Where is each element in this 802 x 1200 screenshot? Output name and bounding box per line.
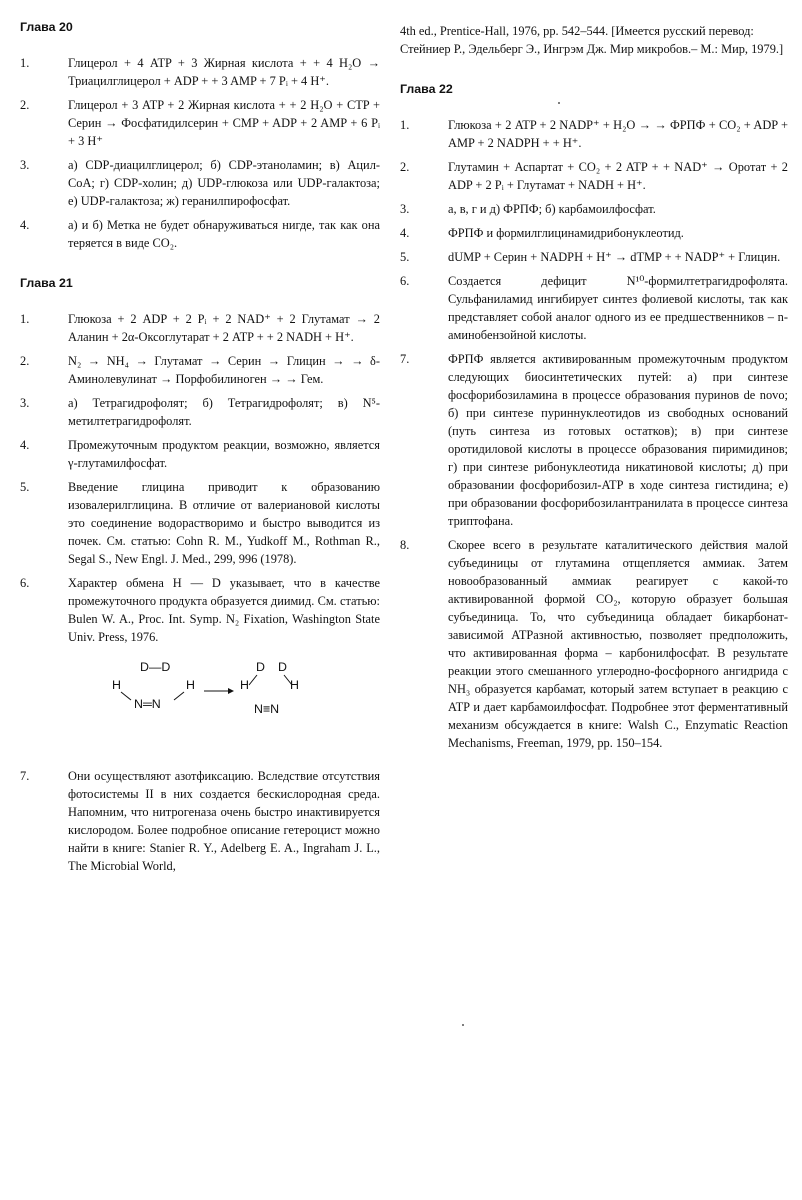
answer-text: а) CDP-диацилглицерол; б) CDP-этаноламин; в) Ацил-CoA; г) CDP-холин; д) UDP-глюкоза или UDP-галактоза; е) UDP-галактоза; ж) геранилпирофосфат. [68,158,380,208]
bond-line [121,692,131,700]
answer-item [400,224,788,242]
chapter-21-heading: Глава 21 [20,276,73,290]
answer-number: 4. [20,438,30,452]
answer-number: 4. [20,218,30,232]
answer-number: 7. [400,352,410,366]
answer-number: 6. [400,274,410,288]
scan-speck [462,1024,464,1026]
atom-h-left: H [112,678,121,692]
diimide-nn-label: N═N [134,697,161,711]
bond-line [174,692,184,700]
answer-number: 8. [400,538,410,552]
answer-item [20,96,380,150]
answer-text: Введение глицина приводит к образованию изовалерилглицина. В отличие от валериановой кислоты это соединение водорастворимо и быстро выводится из почек. См. статью: Cohn R. M., Yudkoff M., Rothman R., Segal S., New Engl. J. Med., 299, 996 (1978). [68,480,380,566]
answer-number: 1. [400,118,410,132]
molecule-dd-label: D—D [140,660,171,674]
answer-number: 5. [20,480,30,494]
answer-item [400,350,788,530]
product-h1: H [240,678,249,692]
answer-item [20,310,380,346]
answer-text: Характер обмена H — D указывает, что в качестве промежуточного продукта образуется диимид. См. статью: Bulen W. A., Proc. Int. Symp. N₂ Fixation, Washington State Univ. Press, 1976. [68,576,380,644]
chapter-20-heading: Глава 20 [20,20,73,34]
answer-number: 5. [400,250,410,264]
answer-text: N₂ → NH₄ → Глутамат → Серин → Глицин → → δ-Аминолевулинат → Порфобилиноген → → Гем. [68,354,380,386]
answer-item [400,272,788,344]
atom-h-right: H [186,678,195,692]
arrow-head-icon [228,688,234,694]
answer-text: Глицерол + 4 ATP + 3 Жирная кислота + + 4 H₂O → Триацилглицерол + ADP + + 3 AMP + 7 Pᵢ + 4 H⁺. [68,56,380,88]
right-column [400,18,788,758]
answer-text: dUMP + Серин + NADPH + H⁺ → dTMP + + NADP⁺ + Глицин. [448,250,781,264]
answer-item [20,352,380,388]
product-d2: D [278,660,287,674]
answer-text: ФРПФ является активированным промежуточным продуктом следующих биосинтетических путей: а) при синтезе фосфорибозиламина в процессе образования пуринов de novo; б) при синтезе пуриннуклеотидов из свободных оснований (путь синтеза из готовых остатков); в) при синтезе оротидиловой кислоты в процессе образования пиримидинов; г) при синтезе рибонуклеотида никатиновой кислоты; д) при образовании фосфорибозил-ATP в ходе синтеза гистидина; е) при образовании фосфорибозилантранилата в процессе синтеза триптофана. [448,352,788,528]
answer-text: а) и б) Метка не будет обнаруживаться нигде, так как она теряется в виде CO₂. [68,218,380,250]
answer-text: Глюкоза + 2 ATP + 2 NADP⁺ + H₂O → → ФРПФ + CO₂ + ADP + AMP + 2 NADPH + + H⁺. [448,118,788,150]
answer-item [20,574,380,646]
answer-number: 1. [20,312,30,326]
diimide-reaction-figure [100,658,380,725]
answer-number: 2. [400,160,410,174]
answer-text: а) Тетрагидрофолят; б) Тетрагидрофолят; в) N⁵-метилтетрагидрофолят. [68,396,380,428]
bond-line [249,675,257,685]
dinitrogen-label: N≡N [254,702,280,716]
answer-text: ФРПФ и формилглицинамидрибонуклеотид. [448,226,684,240]
answer-number: 3. [20,158,30,172]
answer-text: Промежуточным продуктом реакции, возможно, является γ-глутамилфосфат. [68,438,380,470]
answer-item [20,156,380,210]
answer-item [20,394,380,430]
answer-item [20,436,380,472]
answer-number: 4. [400,226,410,240]
answer-item [20,767,380,875]
answer-item [400,158,788,194]
answer-item [20,54,380,90]
answer-number: 2. [20,98,30,112]
answer-text: Глутамин + Аспартат + CO₂ + 2 ATP + + NAD⁺ → Оротат + 2 ADP + 2 Pᵢ + Глутамат + NADH + H⁺. [448,160,788,192]
chapter-22-answers [400,116,788,752]
answer-number: 3. [400,202,410,216]
chapter-21-answers [20,310,380,875]
answer-text: а, в, г и д) ФРПФ; б) карбамоилфосфат. [448,202,656,216]
answer-number: 3. [20,396,30,410]
answer-item [400,200,788,218]
answer-text: Создается дефицит N¹⁰-формилтетрагидрофолята. Сульфаниламид ингибирует синтез фолиевой кислоты, так как представляет собой аналог одного из ее предшественников – n-аминобензойной кислоты. [448,274,788,342]
left-column [20,18,380,881]
answer-item [400,536,788,752]
answer-number: 7. [20,769,30,783]
product-h2: H [290,678,299,692]
product-d1: D [256,660,265,674]
answer-text: Глюкоза + 2 ADP + 2 Pᵢ + 2 NAD⁺ + 2 Глутамат → 2 Аланин + 2α-Оксоглутарат + 2 ATP + + 2 NADH + H⁺. [68,312,380,344]
answer-number: 1. [20,56,30,70]
chapter-22-heading: Глава 22 [400,82,453,96]
diimide-reaction-diagram [100,658,300,720]
answer-text: Скорее всего в результате каталитического действия малой субъединицы от глутамина отщепляется аммиак. Затем новообразованный аммиак реагирует с какой-то активированной формой CO₂, которую образует большая субъединица. То, что субъединица обладает бикарбонат-зависимой ATPазной активностью, позволяет предположить, что активированная форма – карбонилфосфат. В результате реакции этого смешанного углеродно-фосфорного ангидрида с NH₃ образуется карбамат, который затем вступает в реакцию с ATP и дает карбамоилфосфат. Подробнее этот ферментативный механизм обсуждается в книге: Walsh C., Enzymatic Reaction Mechanisms, Freeman, 1979, pp. 150–154. [448,538,788,750]
answer-item [20,216,380,252]
answer-text: Они осуществляют азотфиксацию. Вследствие отсутствия фотосистемы II в них создается бескислородная среда. Напомним, что нитрогеназа очень быстро инактивируется кислородом. Более подробное описание гетероцист можно найти в книге: Stanier R. Y., Adelberg E. A., Ingraham J. L., The Microbial World, [68,769,380,873]
answer-number: 2. [20,354,30,368]
answer-item [20,478,380,568]
answer-item [400,116,788,152]
answer-number: 6. [20,576,30,590]
answer-item [400,248,788,266]
reference-continuation: 4th ed., Prentice-Hall, 1976, pp. 542–544. [Имеется русский перевод: Стейниер Р., Эдельберг Э., Ингрэм Дж. Мир микробов.– М.: Мир, 1979.] [400,24,784,56]
scan-speck [558,102,560,104]
chapter-20-answers [20,54,380,252]
answer-text: Глицерол + 3 ATP + 2 Жирная кислота + + 2 H₂O + CTP + Серин → Фосфатидилсерин + CMP + ADP + 2 AMP + 6 Pᵢ + 3 H⁺ [68,98,380,148]
